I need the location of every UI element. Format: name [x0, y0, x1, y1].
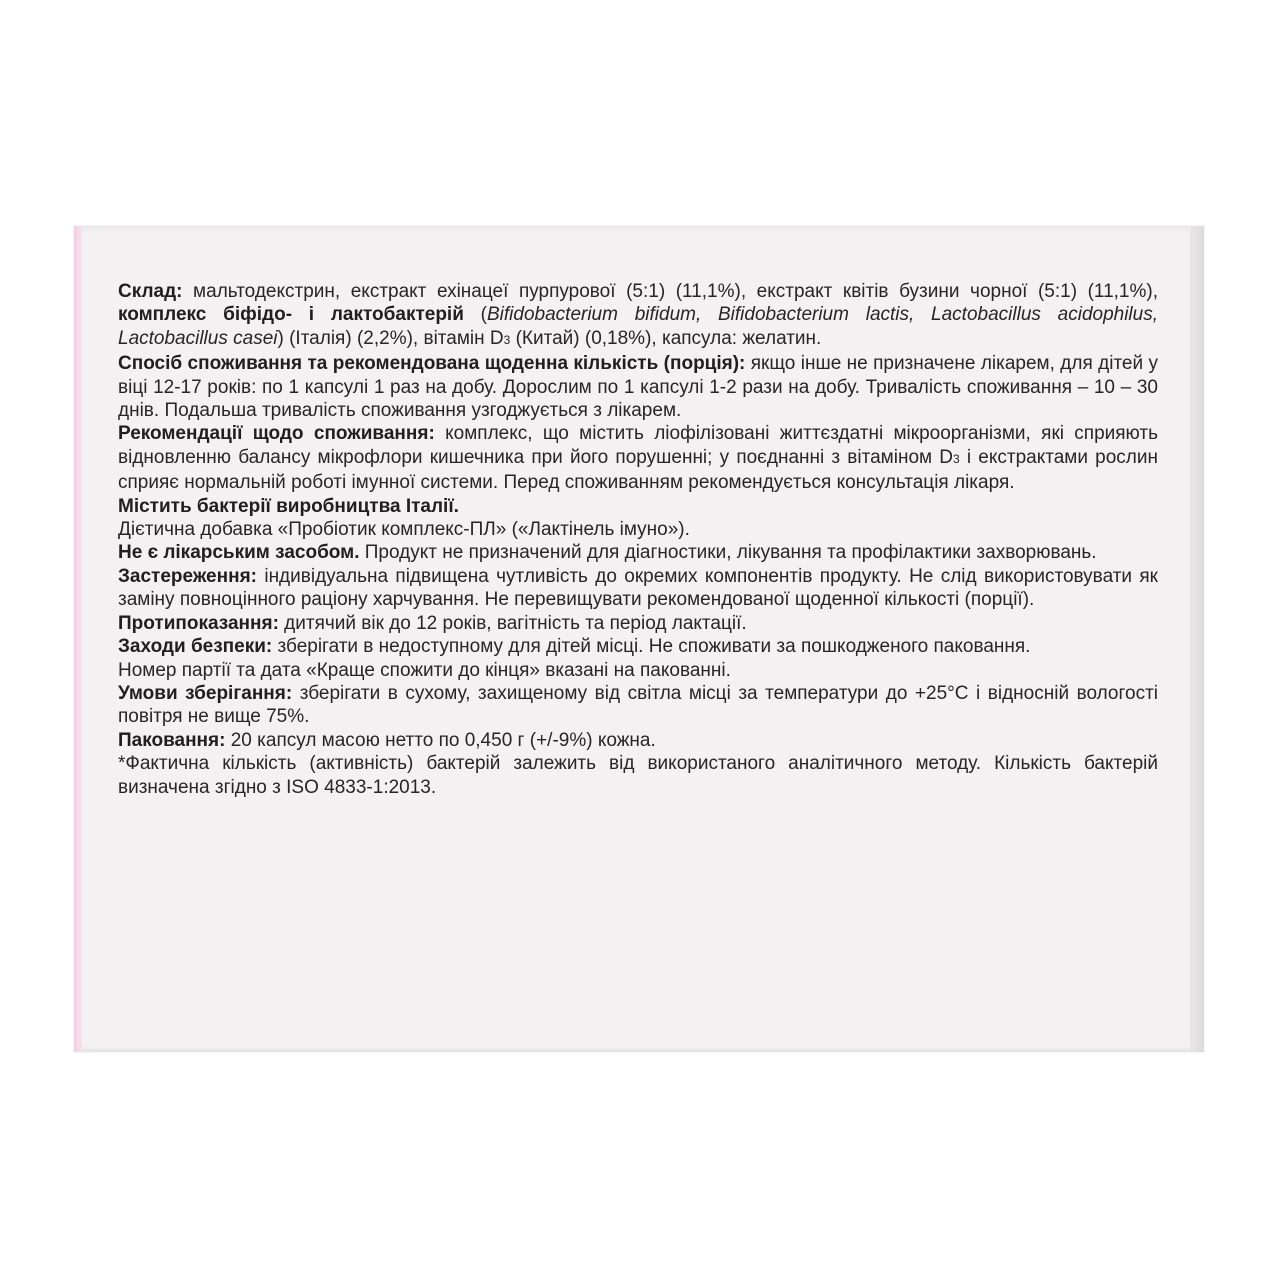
- not-medicine-paragraph: [118, 541, 1158, 564]
- recommendations-text-1: комплекс, що містить ліофілізовані життєздатні мікроорганізми, які сприяють відновленню балансу мікрофлори кишечника при його порушенні; у поєднанні з вітаміном D: [118, 423, 1158, 468]
- package-label-text: [118, 280, 1158, 799]
- vitamin-subscript-2: 3: [953, 451, 960, 466]
- batch-info: Номер партії та дата «Краще спожити до кінця» вказані на пакованні.: [118, 659, 731, 681]
- warnings-paragraph: [118, 565, 1158, 612]
- bacteria-species: Bifidobacterium bifidum, Bifidobacterium lactis, Lactobacillus acidophilus, Lactobacillus casei: [118, 304, 1158, 349]
- composition-text-2: (: [463, 304, 487, 326]
- box-bottom-shade: [74, 1046, 1204, 1052]
- not-medicine-text: Продукт не призначений для діагностики, лікування та профілактики захворювань.: [359, 542, 1097, 564]
- bacteria-complex: комплекс біфідо- і лактобактерій: [118, 304, 464, 326]
- contraindications-text: дитячий вік до 12 років, вагітність та період лактації.: [278, 612, 747, 634]
- contraindications-heading: Протипоказання:: [118, 612, 279, 634]
- warnings-text: індивідуальна підвищена чутливість до окремих компонентів продукту. Не слід використовувати як заміну повноцінного раціону харчування. Не перевищувати рекомендованої щоденної кількості (порції).: [118, 565, 1158, 611]
- usage-heading: Спосіб споживання та рекомендована щоденна кількість (порція):: [118, 353, 746, 375]
- contraindications-paragraph: [118, 612, 1158, 635]
- safety-heading: Заходи безпеки:: [118, 636, 273, 658]
- packaging-paragraph: [118, 729, 1158, 752]
- contains-bacteria: Містить бактерії виробництва Італії.: [118, 495, 459, 517]
- footnote: *Фактична кількість (активність) бактерій залежить від використаного аналітичного методу. Кількість бактерій визначена згідно з ISO 4833-1:2013.: [118, 753, 1158, 798]
- storage-text: зберігати в сухому, захищеному від світла місці за температури до +25°С і відносній вологості повітря не вище 75%.: [118, 682, 1158, 728]
- storage-paragraph: [118, 682, 1158, 729]
- batch-info-line: [118, 659, 1158, 682]
- box-top-shade: [74, 226, 1204, 232]
- recommendations-heading: Рекомендації щодо споживання:: [118, 423, 435, 445]
- supplement-name: Дієтична добавка «Пробіотик комплекс-ПЛ» («Лактінель імуно»).: [118, 519, 690, 541]
- recommendations-paragraph: [118, 422, 1158, 494]
- safety-text: зберігати в недоступному для дітей місці. Не споживати за пошкодженого паковання.: [272, 636, 1031, 658]
- composition-paragraph: [118, 280, 1158, 352]
- composition-text-3: ) (Італія) (2,2%), вітамін D: [277, 327, 504, 349]
- usage-text: якщо інше не призначене лікарем, для дітей у віці 12-17 років: по 1 капсулі 1 раз на добу. Дорослим по 1 капсулі 1-2 рази на добу. Тривалість споживання – 10 – 30 днів. Подальша тривалість споживання узгоджується з лікарем.: [118, 353, 1158, 422]
- recommendations-text-2: і екстрактами рослин сприяє нормальній роботі імунної системи. Перед споживанням рекомендується консультація лікаря.: [118, 446, 1158, 494]
- usage-paragraph: [118, 352, 1158, 422]
- composition-heading: Склад:: [118, 281, 183, 302]
- packaging-text: 20 капсул масою нетто по 0,450 г (+/-9%) кожна.: [225, 729, 656, 751]
- footnote-paragraph: [118, 752, 1158, 799]
- composition-text-1: мальтодекстрин, екстракт ехінацеї пурпурової (5:1) (11,1%), екстракт квітів бузини чорної (5:1) (11,1%),: [182, 281, 1158, 302]
- safety-paragraph: [118, 635, 1158, 658]
- storage-heading: Умови зберігання:: [118, 682, 293, 704]
- box-pink-edge: [74, 226, 82, 1052]
- warnings-heading: Застереження:: [118, 565, 257, 587]
- contains-bacteria-line: [118, 495, 1158, 518]
- packaging-heading: Паковання:: [118, 729, 226, 751]
- not-medicine-heading: Не є лікарським засобом.: [118, 542, 360, 564]
- box-side-edge: [1190, 226, 1204, 1052]
- composition-text-4: (Китай) (0,18%), капсула: желатин.: [510, 327, 822, 349]
- vitamin-subscript: 3: [503, 332, 511, 347]
- supplement-name-line: [118, 518, 1158, 541]
